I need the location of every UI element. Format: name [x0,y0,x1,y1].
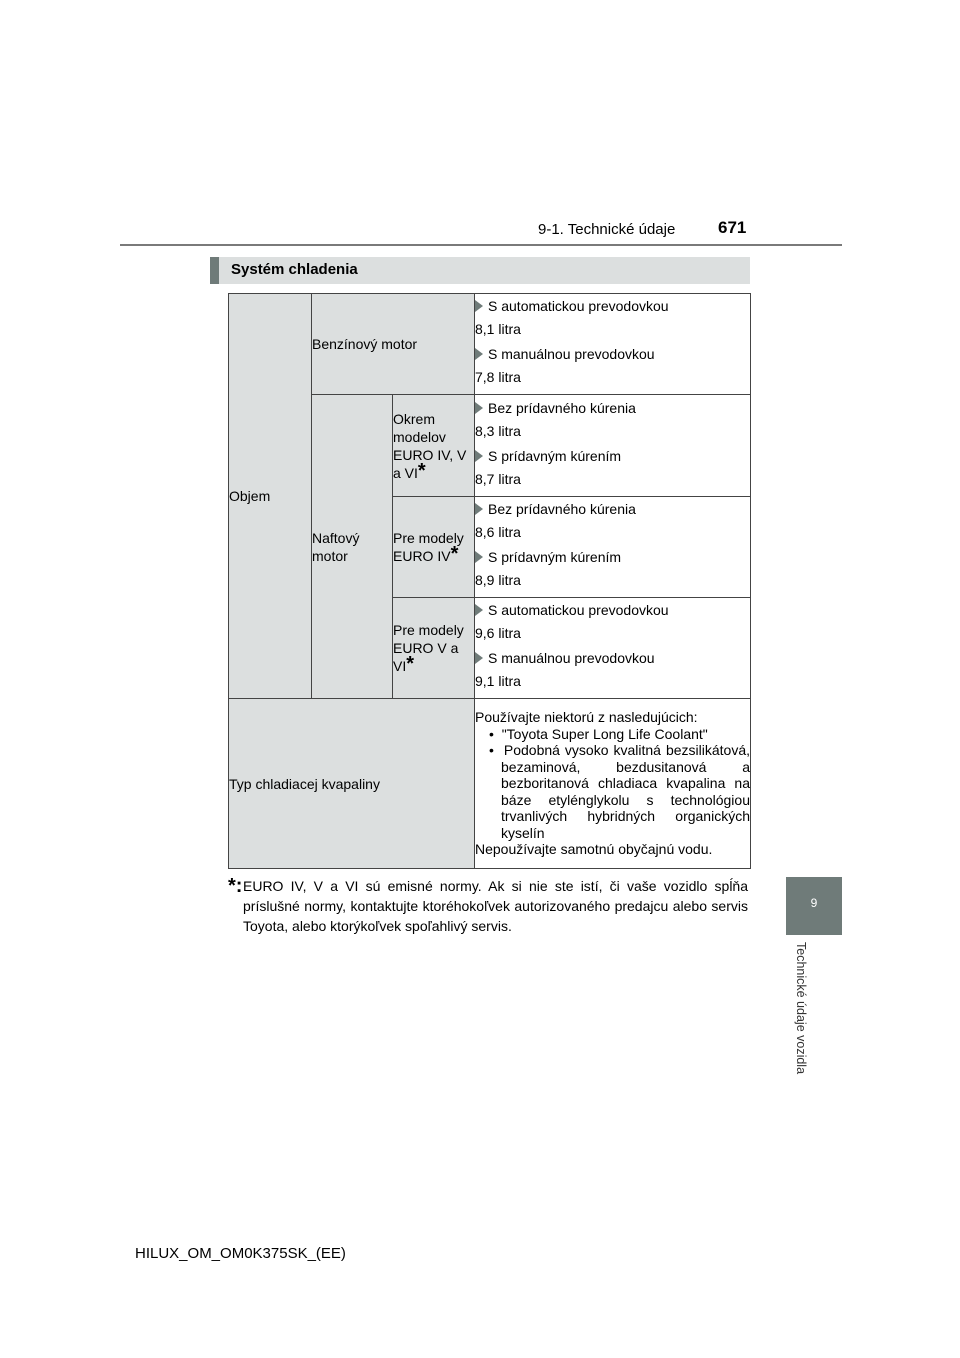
option-row [475,399,750,417]
amount: 7,8 litra [475,369,521,385]
footnote-star-icon: * [417,459,426,482]
amount: 8,6 litra [475,524,521,540]
chapter-tab [786,877,842,935]
document-code: HILUX_OM_OM0K375SK_(EE) [135,1245,346,1262]
section-title: 9-1. Technické údaje [538,221,676,238]
coolant-note: Nepoužívajte samotnú obyčajnú vodu. [475,841,713,858]
chapter-label: Technické údaje vozidla [794,942,808,1075]
coolant-item: • "Toyota Super Long Life Coolant" [489,725,708,742]
arrow-icon [475,402,483,414]
page-number: 671 [718,218,747,237]
arrow-icon [475,300,483,312]
coolant-intro: Používajte niektorú z nasledujúcich: [475,709,698,726]
option-label: S prídavným kúrením [488,549,622,565]
option-label: Bez prídavného kúrenia [488,501,636,517]
amount: 9,6 litra [475,625,521,641]
footnote [228,876,748,936]
arrow-icon [475,503,483,515]
amount: 9,1 litra [475,673,521,689]
volume-label: Objem [229,294,312,699]
option-row [475,447,750,465]
option-row [475,345,750,363]
amount: 8,9 litra [475,572,521,588]
arrow-icon [475,652,483,664]
option-label: S manuálnou prevodovkou [488,346,655,362]
option-row [475,601,750,619]
petrol-values [475,294,751,395]
diesel-group-values [475,395,751,497]
option-label: S manuálnou prevodovkou [488,650,655,666]
option-label: S automatickou prevodovkou [488,298,669,314]
cooling-spec-table [228,293,751,869]
option-label: S prídavným kúrením [488,447,622,464]
arrow-icon [475,450,483,462]
coolant-item: • Podobná vysoko kvalitná bezsilikátová, bezaminová, bezdusitanová a bezboritanová chladiaca kvapalina na báze etylénglykolu s technológiou trvanlivých hybridných organických kyselín [489,742,750,841]
coolant-type-label: Typ chladiacej kvapaliny [229,699,475,869]
diesel-group-label [393,598,475,699]
option-label: Bez prídavného kúrenia [488,399,636,416]
diesel-group-values [475,497,751,598]
arrow-icon [475,348,483,360]
option-row [475,297,750,315]
footnote-star-icon: *: [228,875,243,897]
section-heading-bar [210,257,750,284]
amount: 8,7 litra [475,470,521,487]
option-row [475,500,750,518]
arrow-icon [475,604,483,616]
coolant-type-value [475,699,751,869]
diesel-group-label [393,395,475,497]
diesel-engine-label: Naftový motor [312,395,393,699]
diesel-group-text: Pre modely EURO V a VI [393,622,464,674]
footnote-text: EURO IV, V a VI sú emisné normy. Ak si nie ste istí, či vaše vozidlo spĺňa príslušné normy, kontaktujte ktoréhokoľvek autorizovaného predajcu alebo servis Toyota, alebo ktorýkoľvek spoľahlivý servis. [243,878,748,934]
footnote-star-icon: * [406,653,415,675]
diesel-group-text: Okrem modelov EURO IV, V a VI [393,410,467,481]
petrol-engine-label: Benzínový motor [312,294,475,395]
diesel-group-text: Pre modely EURO IV [393,530,464,564]
arrow-icon [475,551,483,563]
diesel-group-values [475,598,751,699]
option-row [475,548,750,566]
footnote-star-icon: * [450,543,459,565]
chapter-number: 9 [810,896,818,910]
amount: 8,1 litra [475,321,521,337]
amount: 8,3 litra [475,422,521,439]
diesel-group-label [393,497,475,598]
header-rule [120,244,842,246]
option-label: S automatickou prevodovkou [488,602,669,618]
section-heading: Systém chladenia [231,261,358,278]
coolant-item-text: "Toyota Super Long Life Coolant" [501,725,708,742]
coolant-item-text: Podobná vysoko kvalitná bezsilikátová, bezaminová, bezdusitanová a bezboritanová chladiaca kvapalina na báze etylénglykolu s technológiou trvanlivých hybridných organických kyselín [501,742,750,841]
option-row [475,649,750,667]
